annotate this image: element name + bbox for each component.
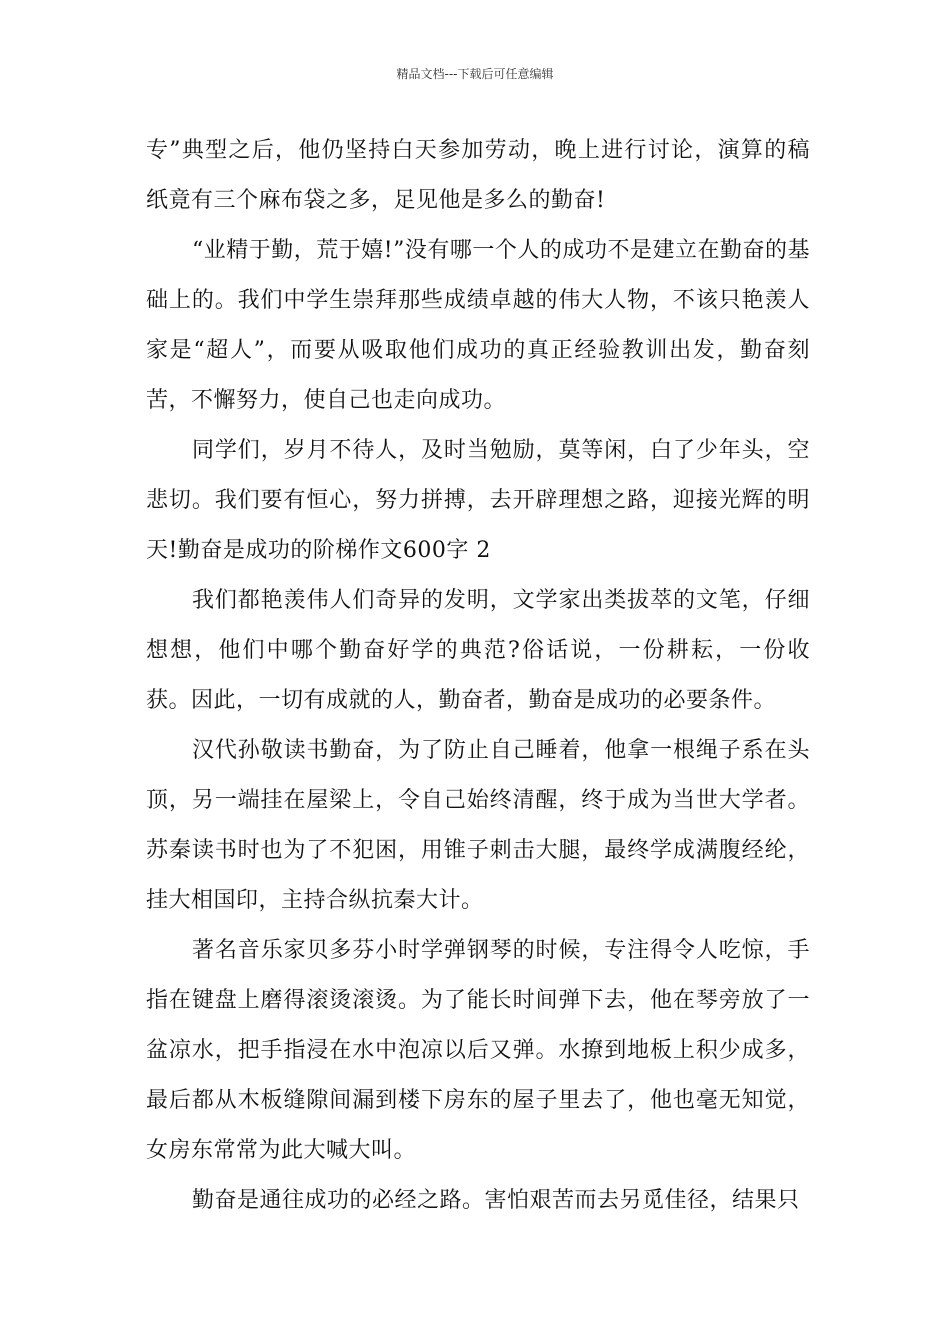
page-header: 精品文档---下载后可任意编辑 [396, 67, 554, 81]
paragraph: 我们都艳羡伟人们奇异的发明，文学家出类拔萃的文笔，仔细想想，他们中哪个勤奋好学的典范?俗话说，一份耕耘，一份收获。因此，一切有成就的人，勤奋者，勤奋是成功的必要条件。 [146, 588, 810, 713]
paragraph: 同学们，岁月不待人，及时当勉励，莫等闲，白了少年头，空悲切。我们要有恒心，努力拼搏，去开辟理想之路，迎接光辉的明天!勤奋是成功的阶梯作文600字 2 [146, 438, 810, 563]
paragraph: 专”典型之后，他仍坚持白天参加劳动，晚上进行讨论，演算的稿纸竟有三个麻布袋之多，足见他是多么的勤奋! [146, 138, 810, 213]
paragraph: 著名音乐家贝多芬小时学弹钢琴的时候，专注得令人吃惊，手指在键盘上磨得滚烫滚烫。为了能长时间弹下去，他在琴旁放了一盆凉水，把手指浸在水中泡凉以后又弹。水撩到地板上积少成多，最后都从木板缝隙间漏到楼下房东的屋子里去了，他也毫无知觉，女房东常常为此大喊大叫。 [146, 938, 810, 1163]
paragraph: 汉代孙敬读书勤奋，为了防止自己睡着，他拿一根绳子系在头顶，另一端挂在屋梁上，令自己始终清醒，终于成为当世大学者。苏秦读书时也为了不犯困，用锥子刺击大腿，最终学成满腹经纶，挂大相国印，主持合纵抗秦大计。 [146, 738, 810, 913]
paragraph: 勤奋是通往成功的必经之路。害怕艰苦而去另觅佳径，结果只 [192, 1188, 800, 1213]
paragraph: “业精于勤，荒于嬉!”没有哪一个人的成功不是建立在勤奋的基础上的。我们中学生崇拜那些成绩卓越的伟大人物，不该只艳羡人家是“超人”，而要从吸取他们成功的真正经验教训出发，勤奋刻苦，不懈努力，使自己也走向成功。 [146, 238, 810, 413]
document-body [146, 126, 810, 1226]
